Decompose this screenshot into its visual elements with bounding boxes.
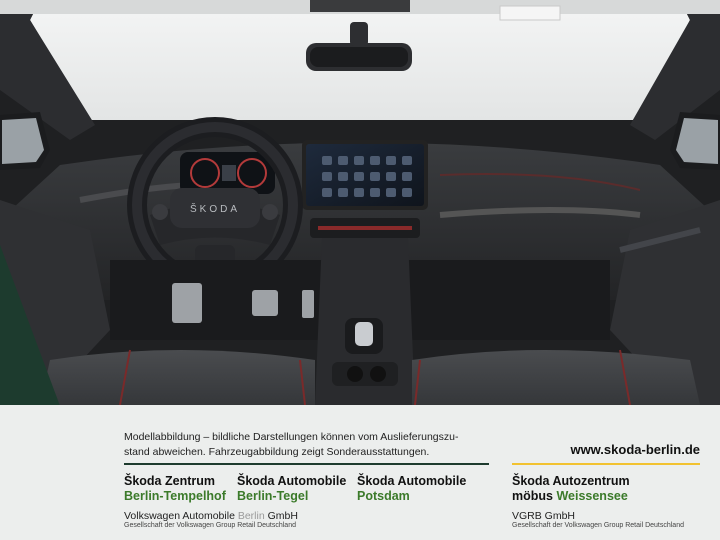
location-name: Škoda Automobile <box>357 474 467 488</box>
location-prefix: möbus <box>512 489 557 503</box>
website-link[interactable]: www.skoda-berlin.de <box>570 442 700 457</box>
divider-green <box>124 463 489 465</box>
company-right-sub: Gesellschaft der Volkswagen Group Retail Deutschland <box>512 522 684 529</box>
location-name: Škoda Autozentrum <box>512 474 630 488</box>
location-accent: Weissensee <box>556 489 628 503</box>
company-prefix: Volkswagen Automobile <box>124 510 238 522</box>
company-left <box>124 510 298 522</box>
company-right: VGRB GmbH <box>512 510 576 522</box>
location-accent: Berlin-Tempelhof <box>124 489 226 503</box>
location-weissensee <box>512 474 630 504</box>
location-tempelhof <box>124 474 226 504</box>
divider-yellow <box>512 463 700 465</box>
location-name: Škoda Zentrum <box>124 474 215 488</box>
disclaimer-line: Modellabbildung – bildliche Darstellungen können vom Auslieferungszu- <box>124 431 459 443</box>
location-name: Škoda Automobile <box>237 474 347 488</box>
company-muted: Berlin <box>237 510 265 522</box>
disclaimer-line: stand abweichen. Fahrzeugabbildung zeigt Sonderausstattungen. <box>124 446 430 458</box>
location-tegel <box>237 474 346 504</box>
disclaimer-text <box>124 430 484 460</box>
footer <box>0 405 720 540</box>
location-accent: Berlin-Tegel <box>237 489 309 503</box>
location-potsdam <box>357 474 466 504</box>
company-suffix: GmbH <box>264 510 298 522</box>
company-left-sub: Gesellschaft der Volkswagen Group Retail Deutschland <box>124 522 296 529</box>
location-accent: Potsdam <box>357 489 410 503</box>
steering-logo: ŠKODA <box>189 204 241 215</box>
